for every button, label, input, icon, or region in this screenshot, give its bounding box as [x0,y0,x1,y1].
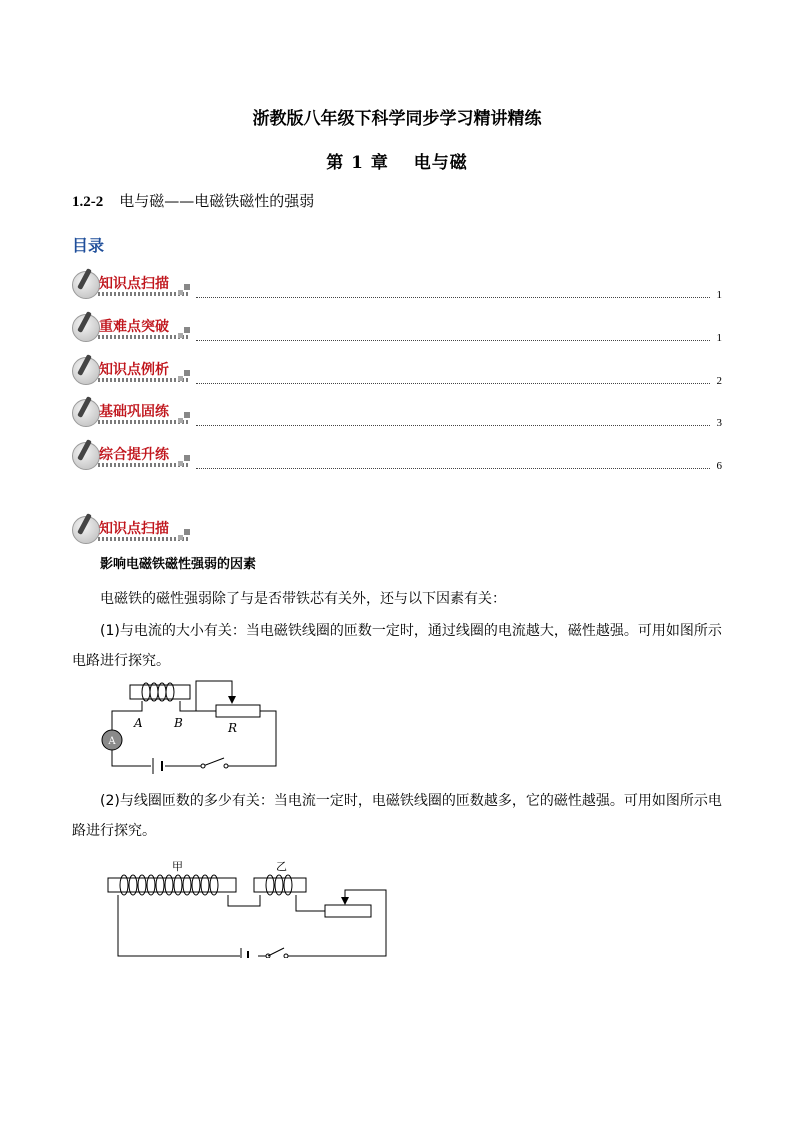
square-decor-icon [184,529,190,535]
badge-underline [98,537,190,541]
section-number: 1.2-2 [72,194,104,210]
toc-title: 目录 [72,236,105,255]
square-decor-icon [184,327,190,333]
electromagnet-yi-core [254,878,306,892]
dot-leader [196,340,710,341]
topic-heading: 影响电磁铁磁性强弱的因素 [100,557,257,572]
badge-underline [98,420,190,424]
rheostat-slider-icon [341,897,349,905]
toc-badge [72,270,196,298]
section-title: 电与磁——电磁铁磁性的强弱 [119,192,315,210]
toc-badge [72,441,196,469]
document-title: 浙教版八年级下科学同步学习精讲精练 [252,109,542,129]
dot-leader [196,297,710,298]
toc-item-label: 知识点例析 [99,362,169,378]
toc-item-advanced-practice[interactable] [72,441,722,471]
section-badge [72,515,196,545]
chapter-title: 第 1 章 电与磁 [326,153,468,173]
switch-lever [268,948,284,956]
square-decor-icon [178,461,183,466]
label-a: A [134,716,143,730]
square-decor-icon [184,284,190,290]
rheostat [325,905,371,917]
toc-item-label: 基础巩固练 [99,404,169,420]
square-decor-icon [178,376,183,381]
toc-item-label: 知识点扫描 [99,276,169,292]
dot-leader [196,425,710,426]
dot-leader [196,468,710,469]
circuit-figure-1 [96,676,306,781]
square-decor-icon [184,412,190,418]
toc-item-key-points[interactable] [72,313,722,343]
badge-underline [98,378,190,382]
badge-underline [98,292,190,296]
toc-badge [72,398,196,426]
toc-item-basic-practice[interactable] [72,398,722,428]
badge-underline [98,463,190,467]
toc-page-number: 2 [716,375,722,387]
badge-underline [98,335,190,339]
rheostat [216,705,260,717]
ammeter-label: A [108,736,116,747]
dot-leader [196,383,710,384]
section-badge-label: 知识点扫描 [99,521,169,537]
toc-badge [72,313,196,341]
toc-item-label: 综合提升练 [99,447,169,463]
square-decor-icon [178,535,183,540]
label-jia: 甲 [172,860,183,873]
electromagnet-core [130,685,190,699]
toc-item-examples[interactable] [72,356,722,386]
toc-page-number: 1 [716,332,722,344]
square-decor-icon [178,418,183,423]
toc-page-number: 3 [716,417,722,429]
square-decor-icon [178,333,183,338]
switch-contact [201,764,205,768]
point-2-paragraph: (2)与线圈匝数的多少有关：当电流一定时，电磁铁线圈的匝数越多，它的磁性越强。可用如图所示电路进行探究。 [72,793,722,839]
square-decor-icon [178,290,183,295]
rheostat-slider-icon [228,696,236,704]
toc-page-number: 6 [716,460,722,472]
label-b: B [174,716,183,730]
badge [72,515,196,543]
section-heading [72,190,314,211]
label-r: R [228,721,238,735]
circuit-figure-2 [100,858,400,958]
switch-contact [284,954,288,958]
label-yi: 乙 [276,860,287,873]
toc-item-knowledge-scan[interactable] [72,270,722,300]
switch-contact [224,764,228,768]
toc-page-number: 1 [716,289,722,301]
toc-item-label: 重难点突破 [99,319,169,335]
square-decor-icon [184,455,190,461]
intro-paragraph: 电磁铁的磁性强弱除了与是否带铁芯有关外，还与以下因素有关： [100,591,506,607]
square-decor-icon [184,370,190,376]
point-1-paragraph: (1)与电流的大小有关：当电磁铁线圈的匝数一定时，通过线圈的电流越大，磁性越强。可用如图所示电路进行探究。 [72,623,722,669]
toc-badge [72,356,196,384]
